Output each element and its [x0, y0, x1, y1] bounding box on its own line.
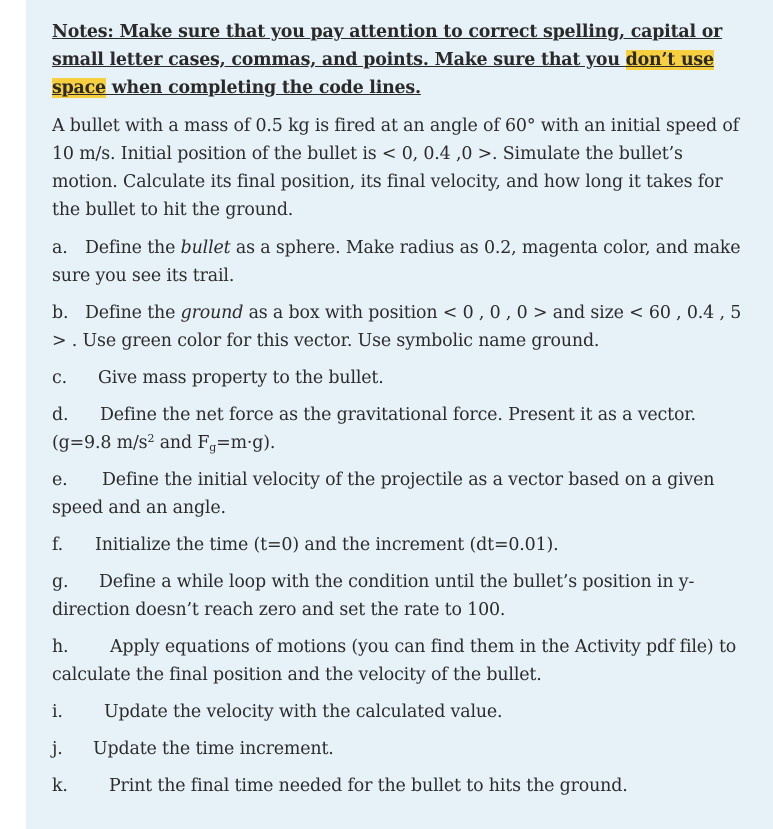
step-a-text: Define the	[85, 238, 181, 258]
step-j-label: j.	[52, 739, 63, 759]
step-e	[52, 466, 749, 522]
step-a-emphasis: bullet	[180, 238, 231, 258]
step-h-text: Apply equations of motions (you can find them in the Activity pdf file) to calculate the final position and the velocity of the bullet.	[52, 637, 737, 685]
step-g-text: Define a while loop with the condition until the bullet’s position in y-direction doesn’t reach zero and set the rate to 100.	[52, 572, 695, 620]
step-d-text: Define the net force as the gravitational force. Present it as a vector. (g=9.8 m/s	[52, 405, 696, 453]
step-d-text-end: =m·g).	[216, 433, 276, 453]
step-d-label: d.	[52, 405, 69, 425]
step-j-text: Update the time increment.	[93, 739, 334, 759]
step-d-subscript: g	[209, 441, 217, 454]
step-f	[52, 531, 749, 559]
step-k	[52, 772, 749, 800]
notes-text-end: when completing the code lines.	[105, 78, 421, 98]
step-i-label: i.	[52, 702, 63, 722]
step-i-text: Update the velocity with the calculated value.	[104, 702, 503, 722]
step-c-label: c.	[52, 368, 67, 388]
step-h-label: h.	[52, 637, 69, 657]
step-b-text: Define the	[85, 303, 181, 323]
instructions-panel	[26, 0, 773, 829]
step-g	[52, 568, 749, 624]
step-k-label: k.	[52, 776, 68, 796]
step-c-text: Give mass property to the bullet.	[98, 368, 384, 388]
step-b-label: b.	[52, 303, 69, 323]
step-d-superscript: 2	[147, 432, 155, 445]
step-b	[52, 299, 749, 355]
step-d	[52, 401, 749, 457]
step-f-label: f.	[52, 535, 64, 555]
step-b-emphasis: ground	[180, 303, 244, 323]
step-a-label: a.	[52, 238, 68, 258]
step-f-text: Initialize the time (t=0) and the increment (dt=0.01).	[95, 535, 559, 555]
step-a-text-end: as a sphere. Make radius as 0.2, magenta color, and make sure you see its trail.	[52, 238, 741, 286]
notes-heading	[52, 18, 749, 102]
step-d-text-mid: and F	[154, 433, 210, 453]
step-e-text: Define the initial velocity of the projectile as a vector based on a given speed and an angle.	[52, 470, 715, 518]
step-e-label: e.	[52, 470, 68, 490]
step-a	[52, 234, 749, 290]
step-k-text: Print the final time needed for the bullet to hits the ground.	[109, 776, 628, 796]
step-h	[52, 633, 749, 689]
step-c	[52, 364, 749, 392]
problem-intro: A bullet with a mass of 0.5 kg is fired at an angle of 60° with an initial speed of 10 m/s. Initial position of the bullet is < 0, 0.4 ,0 >. Simulate the bullet’s motion. Calculate its final position, its final velocity, and how long it takes for the bullet to hit the ground.	[52, 116, 739, 220]
step-j	[52, 735, 749, 763]
step-i	[52, 698, 749, 726]
notes-highlight: don’t use space	[52, 50, 714, 98]
notes-text: Notes: Make sure that you pay attention to correct spelling, capital or small letter cases, commas, and points. Make sure that you	[52, 22, 723, 70]
step-b-text-end: as a box with position < 0 , 0 , 0 > and size < 60 , 0.4 , 5 > . Use green color for this vector. Use symbolic name ground.	[52, 303, 742, 351]
step-g-label: g.	[52, 572, 69, 592]
